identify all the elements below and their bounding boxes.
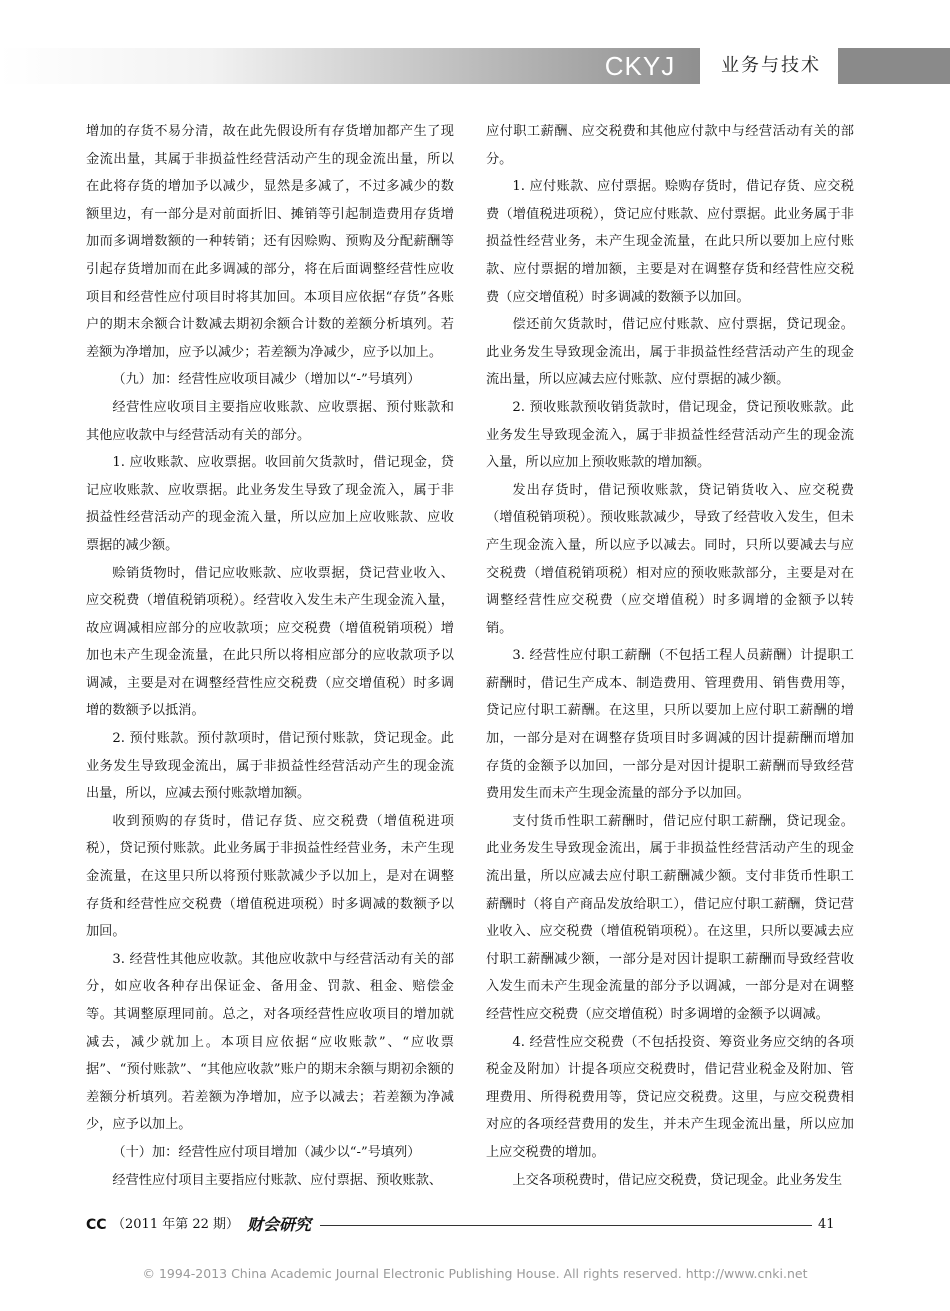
right-column: [486, 118, 854, 1194]
paragraph: 3. 经营性应付职工薪酬（不包括工程人员薪酬）计提职工薪酬时，借记生产成本、制造费用、管理费用、销售费用等，贷记应付职工薪酬。在这里，只所以要加上应付职工薪酬的增加，一部分是对在调整存货项目时多调减的因计提薪酬而增加存货的金额予以加回，一部分是对因计提职工薪酬而导致经营费用发生而未产生现金流量的部分予以加回。: [486, 648, 854, 802]
paragraph: （九）加：经营性应收项目减少（增加以“-”号填列）: [112, 372, 421, 388]
paragraph: 1. 应付账款、应付票据。赊购存货时，借记存货、应交税费（增值税进项税），贷记应付账款、应付票据。此业务属于非损益性经营业务，未产生现金流量，在此只所以要加上应付账款、应付票据的增加额，主要是对在调整存货和经营性应交税费（应交增值税）时多调减的数额予以加回。: [486, 179, 854, 305]
paragraph: 发出存货时，借记预收账款，贷记销货收入、应交税费（增值税销项税）。预收账款减少，导致了经营收入发生，但未产生现金流入量，所以应予以减去。同时，只所以要减去与应交税费（增值税销项税）相对应的预收账款部分，主要是对在调整经营性应交税费（应交增值税）时多调增的金额予以转销。: [486, 482, 854, 636]
paragraph: 4. 经营性应交税费（不包括投资、筹资业务应交纳的各项税金及附加）计提各项应交税费时，借记营业税金及附加、管理费用、所得税费用等，贷记应交税费。这里，与应交税费相对应的各项经营费用的发生，并未产生现金流出量，所以应加上应交税费的增加。: [486, 1034, 854, 1160]
footer-divider: [320, 1225, 812, 1226]
paragraph: 2. 预付账款。预付款项时，借记预付账款，贷记现金。此业务发生导致现金流出，属于非损益性经营活动产生的现金流出量，所以，应减去预付账款增加额。: [86, 731, 454, 802]
copyright-notice: © 1994-2013 China Academic Journal Electronic Publishing House. All rights reserved. http://www.cnki.net: [142, 1266, 808, 1281]
paragraph: 赊销货物时，借记应收账款、应收票据，贷记营业收入、应交税费（增值税销项税）。经营收入发生未产生现金流入量，故应调减相应部分的应收款项；应交税费（增值税销项税）增加也未产生现金流量，在此只所以将相应部分的应收款项予以调减，主要是对在调整经营性应交税费（应交增值税）时多调增的数额予以抵消。: [86, 565, 454, 719]
journal-mark-icon: CC: [86, 1217, 107, 1233]
paragraph: 上交各项税费时，借记应交税费，贷记现金。此业务发生: [512, 1172, 843, 1188]
paragraph: （十）加：经营性应付项目增加（减少以“-”号填列）: [112, 1144, 421, 1160]
section-title: 业务与技术: [721, 55, 821, 76]
paragraph: 增加的存货不易分清，故在此先假设所有存货增加都产生了现金流出量，其属于非损益性经营活动产生的现金流出量，所以在此将存货的增加予以减少，显然是多减了，不过多减少的数额里边，有一部分是对前面折旧、摊销等引起制造费用存货增加而多调增数额的一种转销；还有因赊购、预购及分配薪酬等引起存货增加而在此多调减的部分，将在后面调整经营性应收项目和经营性应付项目时将其加回。本项目应依据“存货”各账户的期末余额合计数减去期初余额合计数的差额分析填列。若差额为净增加，应予以减少；若差额为净减少，应予以加上。: [86, 124, 454, 360]
paragraph: 2. 预收账款预收销货款时，借记现金，贷记预收账款。此业务发生导致现金流入，属于非损益性经营活动产生的现金流入量，所以应加上预收账款的增加额。: [486, 399, 854, 471]
left-column: [86, 118, 454, 1194]
paragraph: 偿还前欠货款时，借记应付账款、应付票据，贷记现金。此业务发生导致现金流出，属于非损益性经营活动产生的现金流出量，所以应减去应付账款、应付票据的减少额。: [486, 317, 854, 388]
paragraph: 1. 应收账款、应收票据。收回前欠货款时，借记现金，贷记应收账款、应收票据。此业务发生导致了现金流入，属于非损益性经营活动产的现金流入量，所以应加上应收账款、应收票据的减少额。: [86, 455, 454, 553]
paragraph: 收到预购的存货时，借记存货、应交税费（增值税进项税），贷记预付账款。此业务属于非损益性经营业务，未产生现金流量，在这里只所以将预付账款减少予以加上，是对在调整存货和经营性应交税费（增值税进项税）时多调减的数额予以加回。: [86, 813, 454, 940]
header-band-end: [838, 48, 950, 84]
paragraph: 支付货币性职工薪酬时，借记应付职工薪酬，贷记现金。此业务发生导致现金流出，属于非损益性经营活动产生的现金流出量，所以应减去应付职工薪酬减少额。支付非货币性职工薪酬时（将自产商品发放给职工），借记应付职工薪酬，贷记营业收入、应交税费（增值税销项税）。在这里，只所以要减去应付职工薪酬减少额，一部分是对因计提职工薪酬而导致经营收入发生而未产生现金流量的部分予以调减，一部分是对在调整经营性应交税费（应交增值税）时多调增的金额予以调减。: [486, 813, 854, 1022]
page-number: 41: [818, 1217, 835, 1232]
journal-logo: CKYJ: [604, 51, 676, 81]
paragraph: 经营性应收项目主要指应收账款、应收票据、预付账款和其他应收款中与经营活动有关的部分。: [86, 399, 454, 443]
paragraph: 3. 经营性其他应收款。其他应收款中与经营活动有关的部分，如应收各种存出保证金、备用金、罚款、租金、赔偿金等。其调整原理同前。总之，对各项经营性应收项目的增加就减去，减少就加上。本项目应依据“应收账款”、“应收票据”、“预付账款”、“其他应收款”账户的期末余额与期初余额的差额分析填列。若差额为净增加，应予以减去；若差额为净减少，应予以加上。: [86, 951, 454, 1133]
journal-name: 财会研究: [247, 1215, 312, 1234]
paragraph: 经营性应付项目主要指应付账款、应付票据、预收账款、: [112, 1172, 443, 1188]
paragraph: 应付职工薪酬、应交税费和其他应付款中与经营活动有关的部分。: [486, 124, 854, 167]
issue-label: （2011 年第 22 期）: [112, 1217, 240, 1232]
